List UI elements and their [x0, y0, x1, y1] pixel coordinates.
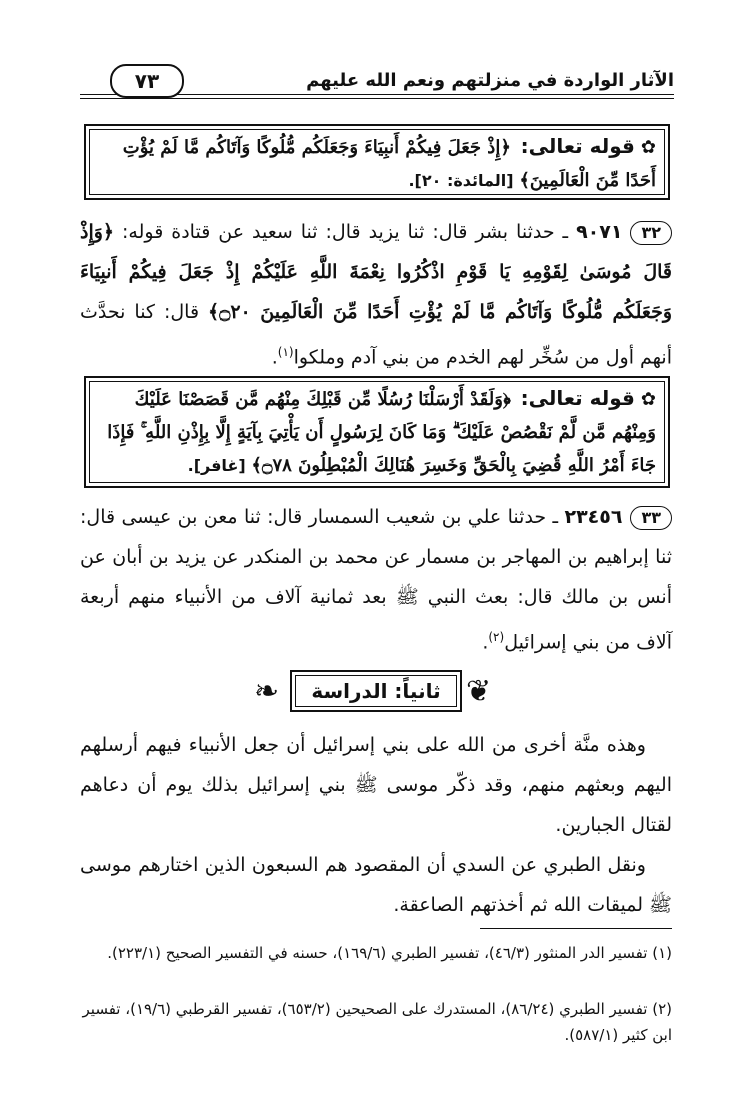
header-rule	[80, 98, 674, 99]
narration-badge: ٣٢	[630, 221, 672, 245]
verse-reference: [غافر].	[187, 456, 246, 475]
running-title: الآثار الواردة في منزلتهم ونعم الله عليهم	[306, 70, 674, 91]
narration-2	[80, 497, 672, 662]
study-paragraph-2: ونقل الطبري عن السدي أن المقصود هم السبعون الذين اختارهم موسى ﷺ لميقات الله ثم أخذتهم الصاعقة.	[80, 854, 672, 916]
narration-number: ٢٣٤٥٦	[564, 506, 623, 528]
page-number: ٧٣	[110, 64, 184, 98]
verse-lead: قوله تعالى:	[520, 386, 635, 410]
narration-matn: قال: كنا نحدَّث أنهم أول من سُخِّر لهم الخدم من بني آدم وملكوا	[80, 301, 672, 369]
footnote-ref[interactable]: (٢)	[488, 630, 505, 644]
flower-icon: ✿	[640, 389, 656, 410]
narration-isnad: ـ حدثنا بشر قال: ثنا يزيد قال: ثنا سعيد عن قتادة قوله:	[122, 221, 569, 243]
footnote-separator	[480, 928, 672, 929]
footnote-2: (٢) تفسير الطبري (٨٦/٢٤)، المستدرك على الصحيحين (٦٥٣/٢)، تفسير القرطبي (١٩/٦)، تفسير ابن كثير (٥٨٧/١).	[82, 1000, 672, 1044]
footnote-1: (١) تفسير الدر المنثور (٤٦/٣)، تفسير الطبري (١٦٩/٦)، حسنه في التفسير الصحيح (٢٢٣/١).	[107, 944, 672, 962]
quran-verse: ﴿وَإِذْ قَالَ مُوسَىٰ لِقَوْمِهِ يَا قَوْمِ اذْكُرُوا نِعْمَةَ اللَّهِ عَلَيْكُمْ إِذْ جَعَلَ فِيكُمْ أَنبِيَاءَ وَجَعَلَكُم مُّلُوكًا وَآتَاكُم مَّا لَمْ يُؤْتِ أَحَدًا مِّنَ الْعَالَمِينَ ۝٢٠﴾	[80, 221, 672, 323]
quran-verse: ﴿وَلَقَدْ أَرْسَلْنَا رُسُلًا مِّن قَبْلِكَ مِنْهُم مَّن قَصَصْنَا عَلَيْكَ وَمِنْهُم مَّن لَّمْ نَقْصُصْ عَلَيْكَ ۗ وَمَا كَانَ لِرَسُولٍ أَن يَأْتِيَ بِآيَةٍ إِلَّا بِإِذْنِ اللَّهِ ۚ فَإِذَا جَاءَ أَمْرُ اللَّهِ قُضِيَ بِالْحَقِّ وَخَسِرَ هُنَالِكَ الْمُبْطِلُونَ ۝٧٨﴾	[107, 389, 656, 476]
sentence-end: .	[482, 631, 489, 654]
narration-text: ـ حدثنا علي بن شعيب السمسار قال: ثنا معن بن عيسى قال: ثنا إبراهيم بن المهاجر بن مسمار عن محمد بن المنكدر عن يزيد بن أبان عن أنس بن مالك قال: بعث النبي ﷺ بعد ثمانية آلاف من الأنبياء منهم أربعة آلاف من بني إسرائيل	[80, 506, 672, 654]
page-header	[80, 64, 674, 104]
verse-lead: قوله تعالى:	[520, 134, 635, 158]
floral-ornament-icon: ❦	[466, 674, 492, 709]
narration-number: ٩٠٧١	[576, 221, 623, 243]
verse-box-1	[84, 124, 670, 200]
narration-badge: ٣٣	[630, 506, 672, 530]
floral-ornament-icon: ❧	[254, 674, 280, 709]
quran-verse: ﴿إِذْ جَعَلَ فِيكُمْ أَنبِيَاءَ وَجَعَلَكُم مُّلُوكًا وَآتَاكُم مَّا لَمْ يُؤْتِ أَحَدًا مِّنَ الْعَالَمِينَ﴾	[122, 137, 656, 191]
footnote-ref[interactable]: (١)	[277, 345, 294, 359]
narration-1	[80, 212, 672, 377]
study-paragraph-1: وهذه منَّة أخرى من الله على بني إسرائيل أن جعل الأنبياء فيهم أرسلهم اليهم وبعثهم منهم، وقد ذكّر موسى ﷺ بني إسرائيل بذلك يوم أن دعاهم لقتال الجبارين.	[80, 734, 672, 836]
section-title: ثانياً: الدراسة	[290, 670, 462, 712]
sentence-end: .	[271, 346, 278, 369]
section-heading	[0, 668, 752, 716]
flower-icon: ✿	[640, 137, 656, 158]
verse-box-2	[84, 376, 670, 488]
verse-reference: [المائدة: ٢٠].	[408, 171, 514, 190]
